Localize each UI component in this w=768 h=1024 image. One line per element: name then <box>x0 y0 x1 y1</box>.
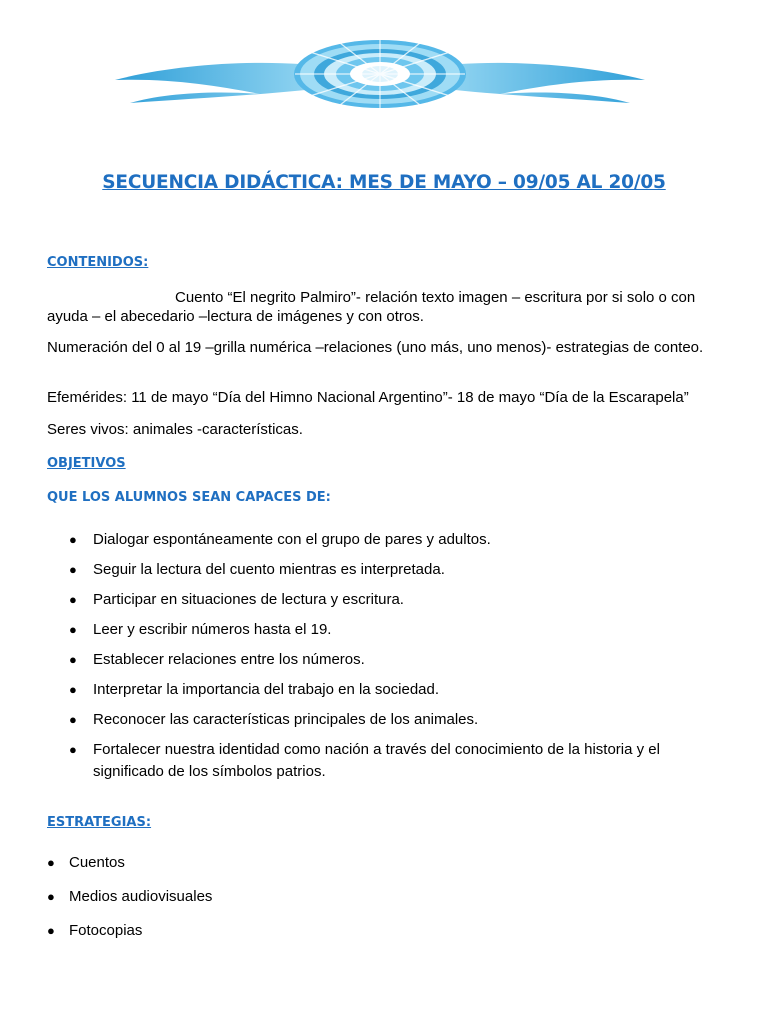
bullet-icon: ● <box>69 562 77 577</box>
list-item <box>47 589 727 611</box>
list-item <box>47 649 727 671</box>
bullet-icon: ● <box>69 742 77 757</box>
list-item-text: Interpretar la importancia del trabajo en la sociedad. <box>93 681 440 698</box>
list-item-text: Establecer relaciones entre los números. <box>93 651 365 668</box>
list-item <box>47 920 727 942</box>
escarapela-ribbon-image <box>110 28 650 118</box>
bullet-icon: ● <box>69 712 77 727</box>
bullet-icon: ● <box>69 652 77 667</box>
bullet-icon: ● <box>47 889 55 904</box>
contenidos-paragraph: Cuento “El negrito Palmiro”- relación texto imagen – escritura por si solo o con ayuda – el abecedario –lectura de imágenes y con otros. <box>47 289 696 325</box>
contenidos-paragraph: Seres vivos: animales -características. <box>47 421 303 438</box>
objetivos-heading: OBJETIVOS <box>47 456 126 471</box>
bullet-icon: ● <box>69 592 77 607</box>
bullet-icon: ● <box>69 622 77 637</box>
list-item <box>47 619 727 641</box>
contenidos-paragraph: Efemérides: 11 de mayo “Día del Himno Nacional Argentino”- 18 de mayo “Día de la Escarapela” <box>47 389 689 406</box>
list-item <box>47 529 727 551</box>
list-item <box>47 886 727 908</box>
list-item-text: Fotocopias <box>69 922 143 939</box>
bullet-icon: ● <box>69 682 77 697</box>
bullet-icon: ● <box>69 532 77 547</box>
list-item <box>47 559 727 581</box>
list-item-text: Cuentos <box>69 854 125 871</box>
list-item <box>47 739 727 783</box>
list-item-text: Fortalecer nuestra identidad como nación a través del conocimiento de la historia y el significado de los símbolos patrios. <box>93 741 660 780</box>
list-item-text: Seguir la lectura del cuento mientras es interpretada. <box>93 561 445 578</box>
list-item-text: Dialogar espontáneamente con el grupo de pares y adultos. <box>93 531 491 548</box>
list-item <box>47 852 727 874</box>
estrategias-heading: ESTRATEGIAS: <box>47 815 152 830</box>
list-item <box>47 709 727 731</box>
contenidos-paragraph: Numeración del 0 al 19 –grilla numérica –relaciones (uno más, uno menos)- estrategias de conteo. <box>47 339 704 356</box>
bullet-icon: ● <box>47 855 55 870</box>
document-title: SECUENCIA DIDÁCTICA: MES DE MAYO – 09/05 AL 20/05 <box>102 172 666 193</box>
list-item-text: Reconocer las características principales de los animales. <box>93 711 479 728</box>
contenidos-heading: CONTENIDOS: <box>47 255 149 270</box>
objetivos-list <box>47 529 727 791</box>
list-item-text: Participar en situaciones de lectura y escritura. <box>93 591 404 608</box>
list-item-text: Leer y escribir números hasta el 19. <box>93 621 332 638</box>
bullet-icon: ● <box>47 923 55 938</box>
objetivos-subheading: QUE LOS ALUMNOS SEAN CAPACES DE: <box>47 490 331 505</box>
estrategias-list <box>47 852 727 954</box>
list-item-text: Medios audiovisuales <box>69 888 213 905</box>
list-item <box>47 679 727 701</box>
